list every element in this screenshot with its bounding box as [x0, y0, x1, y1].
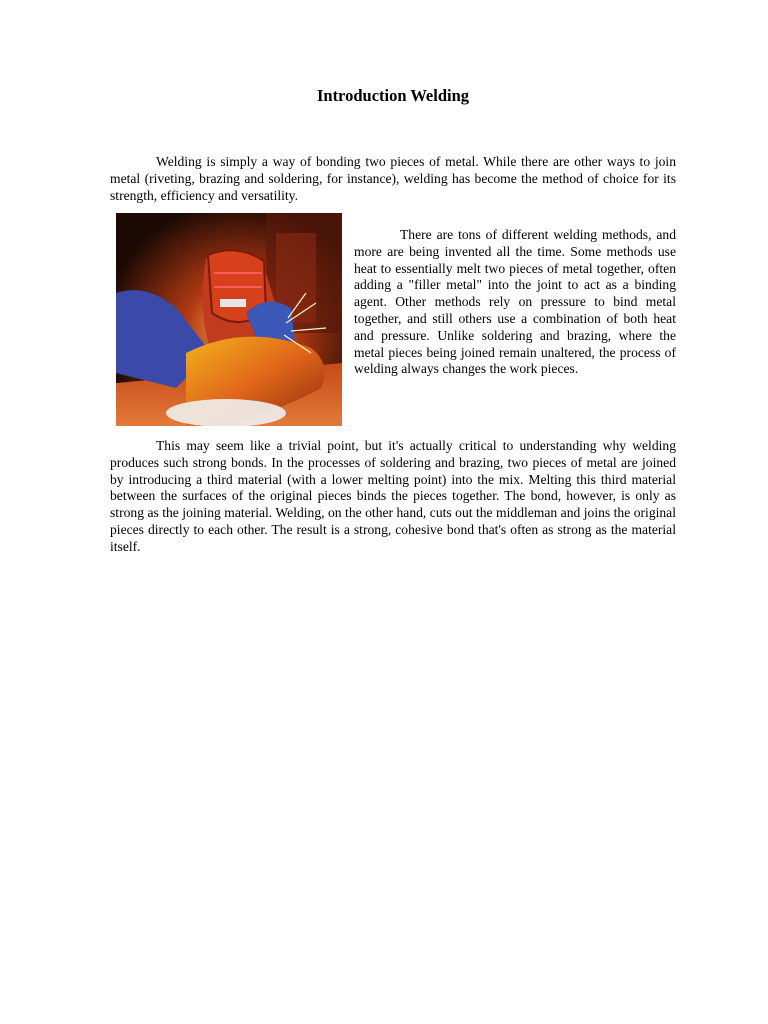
- paragraph-intro: Welding is simply a way of bonding two pieces of metal. While there are other ways to join metal (riveting, brazing and soldering, for instance), welding has become the method of choice for its strength, efficiency and versatility.: [110, 154, 676, 203]
- paragraph-bonds: This may seem like a trivial point, but it's actually critical to understanding why welding produces such strong bonds. In the processes of soldering and brazing, two pieces of metal are joined by introducing a third material (with a lower melting point) into the mix. Melting this third material between the surfaces of the original pieces binds the pieces together. The bond, however, is only as strong as the joining material. Welding, on the other hand, cuts out the middleman and joins the original pieces directly to each other. The result is a strong, cohesive bond that's often as strong as the material itself.: [110, 438, 676, 554]
- welder-photo: [116, 213, 342, 426]
- paragraph-methods: There are tons of different welding methods, and more are being invented all the time. Some methods use heat to essentially melt two pieces of metal together, often adding a "filler metal" into the joint to act as a binding agent. Other methods rely on pressure to bind metal together, and still others use a combination of both heat and pressure. Unlike soldering and brazing, where the metal pieces being joined remain unaltered, the process of welding always changes the work pieces.: [354, 227, 676, 377]
- document-title: Introduction Welding: [316, 86, 470, 105]
